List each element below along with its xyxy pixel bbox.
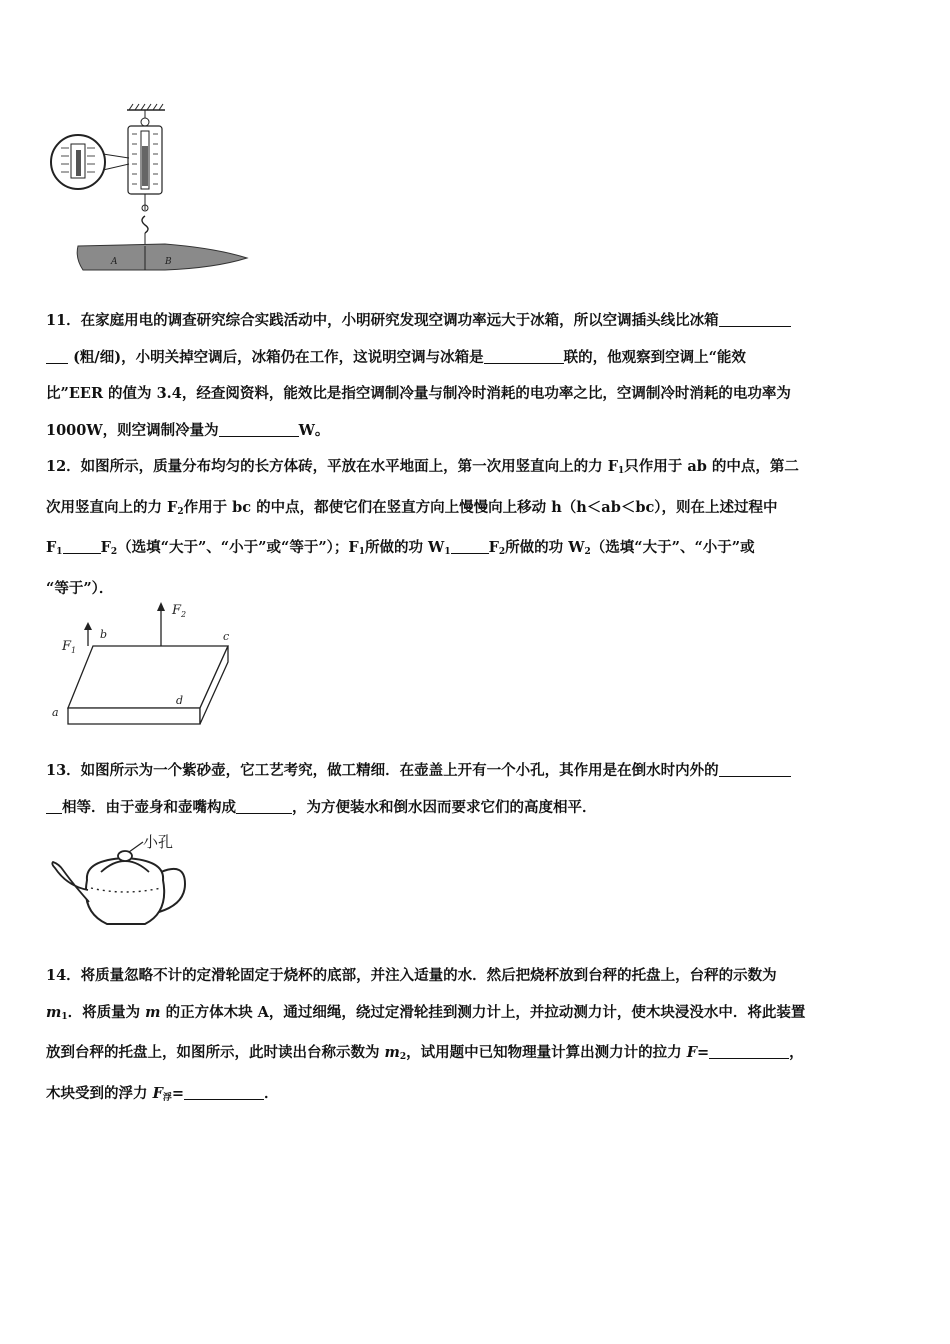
force-f1-label: $F_1$: [62, 639, 77, 655]
q14-line-2: $m_1$．将质量为 m 的正方体木块 A，通过细绳，绕过定滑轮挂到测力计上，并拉动测力计，使木块浸没水中．将此装置: [46, 1003, 806, 1022]
q12-line-4: “等于”）．: [46, 579, 114, 597]
q11-line-3: 比”EER 的值为 3.4，经查阅资料，能效比是指空调制冷量与制冷时消耗的电功率之比，空调制冷时消耗的电功率为: [46, 385, 791, 402]
q11-blank-3[interactable]: [219, 421, 299, 437]
q12-line-1: 12．如图所示，质量分布均匀的长方体砖，平放在水平地面上，第一次用竖直向上的力 $F_1$只作用于 ab 的中点，第二: [46, 458, 799, 476]
stick-label-a: A: [111, 257, 118, 267]
question-14: [46, 958, 906, 1116]
question-12: [46, 449, 906, 607]
q12-blank-1[interactable]: [63, 538, 101, 554]
question-11: [46, 303, 906, 449]
q13-blank-1-cont[interactable]: [46, 798, 62, 814]
q14-line-1: 14．将质量忽略不计的定滑轮固定于烧杯的底部，并注入适量的水．然后把烧杯放到台秤的托盘上，台秤的示数为: [46, 967, 777, 984]
corner-c-label: c: [223, 630, 230, 643]
q13-blank-1[interactable]: [719, 761, 791, 777]
corner-a-label: a: [52, 706, 59, 719]
corner-d-label: d: [176, 694, 184, 707]
question-13: [46, 753, 906, 826]
q11-blank-2[interactable]: [484, 348, 564, 364]
q11-blank-1-cont[interactable]: [46, 348, 68, 364]
q11-line-4: 1000W，则空调制冷量为 W。: [46, 421, 330, 439]
q14-line-4: 木块受到的浮力 $F_浮=$ ．: [46, 1084, 279, 1103]
q13-blank-2[interactable]: [236, 798, 292, 814]
q11-line-1: 11．在家庭用电的调查研究综合实践活动中，小明研究发现空调功率远大于冰箱，所以空调插头线比冰箱: [46, 303, 906, 340]
q13-line-2: 相等．由于壶身和壶嘴构成 ，为方便装水和倒水因而要求它们的高度相平．: [46, 790, 906, 827]
q12-line-3: $F_1$ $F_2$（选填“大于”、“小于”或“等于”）；$F_1$所做的功 $W_1$ $F_2$所做的功 $W_2$（选填“大于”、“小于”或: [46, 539, 755, 557]
q14-blank-1[interactable]: [709, 1043, 789, 1059]
spring-scale-figure: [45, 98, 255, 278]
corner-b-label: b: [100, 628, 108, 641]
q11-line-2: (粗/细)，小明关掉空调后，冰箱仍在工作，这说明空调与冰箱是 联的，他观察到空调上“能效: [46, 340, 906, 377]
teapot-figure: [45, 832, 205, 934]
q12-blank-2[interactable]: [451, 538, 489, 554]
q14-line-3: 放到台秤的托盘上，如图所示，此时读出台称示数为 $m_2$，试用题中已知物理量计算出测力计的拉力 F= ，: [46, 1044, 804, 1062]
small-hole-label: 小孔: [143, 833, 174, 851]
q14-blank-2[interactable]: [184, 1084, 264, 1100]
q13-line-1: 13．如图所示为一个紫砂壶，它工艺考究，做工精细．在壶盖上开有一个小孔，其作用是在倒水时内外的: [46, 753, 906, 790]
force-f2-label: $F_2$: [172, 603, 187, 619]
q11-blank-1[interactable]: [719, 311, 791, 327]
stick-label-b: B: [165, 257, 172, 267]
brick-figure: [48, 598, 248, 733]
q12-line-2: 次用竖直向上的力 $F_2$作用于 bc 的中点，都使它们在竖直方向上慢慢向上移动 h（h＜ab＜bc），则在上述过程中: [46, 498, 778, 517]
